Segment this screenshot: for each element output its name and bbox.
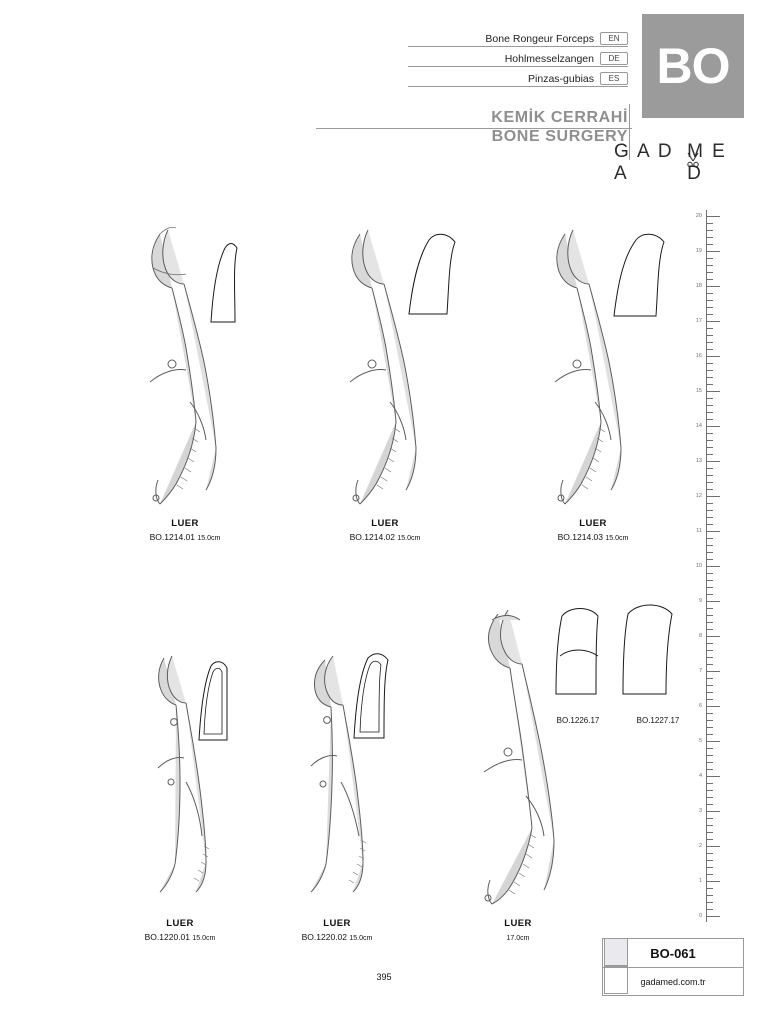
ruler-tick-major bbox=[707, 461, 720, 462]
ruler-tick-minor bbox=[707, 412, 713, 413]
product-length-1: 15.0cm bbox=[197, 535, 221, 542]
ruler-tick-label: 2 bbox=[698, 843, 702, 849]
ruler-tick-minor bbox=[707, 594, 713, 595]
product-tip-profile-6a bbox=[552, 604, 608, 704]
ruler-tick-minor bbox=[707, 797, 713, 798]
tip-code-1: BO.1226.17 bbox=[556, 716, 600, 725]
ruler-tick-minor bbox=[707, 629, 713, 630]
ruler-tick-minor bbox=[707, 615, 713, 616]
category-code-text: BO bbox=[656, 38, 730, 94]
ruler-tick-major bbox=[707, 671, 720, 672]
product-code-text-5: BO.1220.02 bbox=[301, 932, 348, 942]
ruler-tick-minor bbox=[707, 839, 713, 840]
ruler-tick-minor bbox=[707, 734, 713, 735]
ruler-tick-minor bbox=[707, 755, 713, 756]
ruler-tick-major bbox=[707, 846, 720, 847]
ruler-tick-minor bbox=[707, 790, 713, 791]
ruler-tick-minor bbox=[707, 300, 713, 301]
ruler-tick-minor bbox=[707, 328, 713, 329]
product-code-text-3: BO.1214.03 bbox=[557, 532, 604, 542]
section-title-en: BONE SURGERY bbox=[491, 128, 628, 145]
product-name-4: LUER bbox=[166, 918, 194, 929]
ruler-tick-minor bbox=[707, 769, 713, 770]
product-name-6: LUER bbox=[504, 918, 532, 929]
ruler-tick-minor bbox=[707, 258, 713, 259]
language-name-es: Pinzas-gubias bbox=[528, 72, 594, 85]
ruler-tick-minor bbox=[707, 440, 713, 441]
ruler-tick-major bbox=[707, 356, 720, 357]
scale-ruler bbox=[684, 210, 740, 922]
product-code-text-4: BO.1220.01 bbox=[144, 932, 191, 942]
ruler-tick-minor bbox=[707, 685, 713, 686]
product-code-5 bbox=[262, 932, 412, 942]
product-name-3: LUER bbox=[579, 518, 607, 529]
ruler-tick-minor bbox=[707, 902, 713, 903]
product-length-2: 15.0cm bbox=[397, 535, 421, 542]
ruler-tick-minor bbox=[707, 559, 713, 560]
ruler-tick-major bbox=[707, 426, 720, 427]
product-code-3 bbox=[513, 532, 673, 542]
ruler-tick-minor bbox=[707, 727, 713, 728]
product-code-6 bbox=[448, 932, 588, 942]
ruler-tick-minor bbox=[707, 853, 713, 854]
product-caption-1 bbox=[110, 518, 260, 542]
product-length-6: 17.0cm bbox=[506, 935, 530, 942]
ruler-tick-minor bbox=[707, 377, 713, 378]
product-name-5: LUER bbox=[323, 918, 351, 929]
ruler-tick-major bbox=[707, 496, 720, 497]
ruler-tick-label: 13 bbox=[695, 458, 702, 464]
ruler-tick-major bbox=[707, 916, 720, 917]
ruler-tick-minor bbox=[707, 363, 713, 364]
footer-code-box bbox=[602, 938, 744, 996]
language-list bbox=[408, 32, 628, 92]
ruler-tick-label: 5 bbox=[698, 738, 702, 744]
ruler-tick-minor bbox=[707, 888, 713, 889]
ruler-tick-label: 8 bbox=[698, 633, 702, 639]
ruler-tick-major bbox=[707, 251, 720, 252]
language-row-es bbox=[408, 72, 628, 87]
ruler-tick-label: 3 bbox=[698, 808, 702, 814]
ruler-tick-minor bbox=[707, 608, 713, 609]
language-row-en bbox=[408, 32, 628, 47]
product-tip-profile-2 bbox=[405, 232, 469, 327]
product-length-5: 15.0cm bbox=[349, 935, 373, 942]
ruler-tick-major bbox=[707, 636, 720, 637]
ruler-tick-major bbox=[707, 286, 720, 287]
ruler-tick-major bbox=[707, 811, 720, 812]
ruler-tick-label: 19 bbox=[695, 248, 702, 254]
ruler-tick-label: 14 bbox=[695, 423, 702, 429]
ruler-tick-minor bbox=[707, 335, 713, 336]
language-name-en: Bone Rongeur Forceps bbox=[485, 32, 594, 45]
product-tip-profile-1 bbox=[205, 238, 253, 333]
ruler-tick-label: 18 bbox=[695, 283, 702, 289]
ruler-tick-major bbox=[707, 321, 720, 322]
ruler-tick-minor bbox=[707, 860, 713, 861]
ruler-tick-minor bbox=[707, 650, 713, 651]
ruler-tick-minor bbox=[707, 419, 713, 420]
ruler-tick-major bbox=[707, 216, 720, 217]
product-tip-profile-5 bbox=[350, 652, 400, 748]
ruler-tick-minor bbox=[707, 237, 713, 238]
ruler-tick-minor bbox=[707, 342, 713, 343]
page-header bbox=[0, 0, 768, 190]
ruler-tick-label: 20 bbox=[695, 213, 702, 219]
ruler-tick-minor bbox=[707, 433, 713, 434]
ruler-tick-minor bbox=[707, 909, 713, 910]
page-number: 395 bbox=[376, 972, 392, 982]
ruler-tick-label: 4 bbox=[698, 773, 702, 779]
product-length-3: 15.0cm bbox=[605, 535, 629, 542]
ruler-tick-minor bbox=[707, 223, 713, 224]
ruler-tick-minor bbox=[707, 482, 713, 483]
ruler-tick-minor bbox=[707, 552, 713, 553]
brand-logo bbox=[614, 141, 744, 184]
ruler-tick-minor bbox=[707, 874, 713, 875]
ruler-tick-minor bbox=[707, 545, 713, 546]
ruler-tick-label: 0 bbox=[698, 913, 702, 919]
ruler-tick-minor bbox=[707, 244, 713, 245]
ruler-tick-minor bbox=[707, 573, 713, 574]
ruler-tick-minor bbox=[707, 503, 713, 504]
ruler-tick-minor bbox=[707, 699, 713, 700]
category-code-badge bbox=[642, 14, 744, 118]
ruler-tick-minor bbox=[707, 517, 713, 518]
ruler-tick-minor bbox=[707, 804, 713, 805]
ruler-tick-minor bbox=[707, 447, 713, 448]
product-code-1 bbox=[110, 532, 260, 542]
product-caption-5 bbox=[262, 918, 412, 942]
ruler-tick-minor bbox=[707, 307, 713, 308]
ruler-tick-major bbox=[707, 706, 720, 707]
ruler-tick-minor bbox=[707, 664, 713, 665]
ruler-tick-label: 17 bbox=[695, 318, 702, 324]
ruler-tick-minor bbox=[707, 622, 713, 623]
ruler-tick-minor bbox=[707, 370, 713, 371]
ruler-tick-minor bbox=[707, 405, 713, 406]
ruler-tick-minor bbox=[707, 510, 713, 511]
ruler-tick-label: 16 bbox=[695, 353, 702, 359]
ruler-tick-label: 1 bbox=[698, 878, 702, 884]
ruler-tick-major bbox=[707, 566, 720, 567]
ruler-tick-minor bbox=[707, 538, 713, 539]
ruler-tick-minor bbox=[707, 692, 713, 693]
product-code-text-2: BO.1214.02 bbox=[349, 532, 396, 542]
ruler-tick-label: 6 bbox=[698, 703, 702, 709]
ruler-tick-label: 7 bbox=[698, 668, 702, 674]
tip-code-2: BO.1227.17 bbox=[636, 716, 680, 725]
product-tip-profile-3 bbox=[610, 232, 680, 327]
ruler-tick-major bbox=[707, 531, 720, 532]
ruler-tick-minor bbox=[707, 272, 713, 273]
ruler-tick-minor bbox=[707, 580, 713, 581]
ruler-tick-minor bbox=[707, 643, 713, 644]
ruler-tick-minor bbox=[707, 230, 713, 231]
ruler-tick-label: 9 bbox=[698, 598, 702, 604]
language-code-en: EN bbox=[600, 32, 628, 45]
ruler-tick-minor bbox=[707, 587, 713, 588]
ruler-tick-minor bbox=[707, 279, 713, 280]
ruler-tick-label: 15 bbox=[695, 388, 702, 394]
section-title bbox=[298, 108, 628, 146]
ruler-tick-minor bbox=[707, 314, 713, 315]
ruler-tick-major bbox=[707, 741, 720, 742]
ruler-tick-minor bbox=[707, 475, 713, 476]
product-tip-profile-4 bbox=[195, 658, 239, 750]
ruler-tick-minor bbox=[707, 867, 713, 868]
product-length-4: 15.0cm bbox=[192, 935, 216, 942]
ruler-tick-minor bbox=[707, 489, 713, 490]
product-caption-4 bbox=[105, 918, 255, 942]
ruler-tick-minor bbox=[707, 748, 713, 749]
ruler-tick-minor bbox=[707, 398, 713, 399]
brand-text-part1: G A D A bbox=[614, 141, 674, 184]
product-caption-2 bbox=[310, 518, 460, 542]
product-caption-3 bbox=[513, 518, 673, 542]
ruler-tick-minor bbox=[707, 762, 713, 763]
ruler-tick-label: 11 bbox=[696, 528, 702, 534]
ruler-tick-major bbox=[707, 776, 720, 777]
ruler-tick-minor bbox=[707, 657, 713, 658]
ruler-tick-label: 12 bbox=[695, 493, 702, 499]
ruler-tick-minor bbox=[707, 783, 713, 784]
ruler-tick-minor bbox=[707, 713, 713, 714]
ruler-tick-major bbox=[707, 601, 720, 602]
product-name-1: LUER bbox=[171, 518, 199, 529]
product-code-2 bbox=[310, 532, 460, 542]
ruler-tick-label: 10 bbox=[695, 563, 702, 569]
ruler-tick-minor bbox=[707, 265, 713, 266]
product-caption-6 bbox=[448, 918, 588, 942]
language-code-es: ES bbox=[600, 72, 628, 85]
ruler-tick-minor bbox=[707, 384, 713, 385]
ruler-tick-minor bbox=[707, 454, 713, 455]
product-name-2: LUER bbox=[371, 518, 399, 529]
product-code-text-1: BO.1214.01 bbox=[149, 532, 196, 542]
ruler-tick-minor bbox=[707, 895, 713, 896]
ruler-tick-minor bbox=[707, 825, 713, 826]
language-name-de: Hohlmesselzangen bbox=[504, 52, 594, 65]
product-code-4 bbox=[105, 932, 255, 942]
footer-page-code: BO-061 bbox=[603, 939, 743, 968]
ruler-tick-minor bbox=[707, 678, 713, 679]
product-tip-profile-6b bbox=[620, 600, 680, 704]
ruler-tick-minor bbox=[707, 818, 713, 819]
ruler-tick-minor bbox=[707, 524, 713, 525]
footer-website[interactable]: gadamed.com.tr bbox=[640, 976, 706, 987]
section-title-tr: KEMİK CERRAHİ bbox=[491, 109, 628, 126]
language-code-de: DE bbox=[600, 52, 628, 65]
ruler-tick-minor bbox=[707, 468, 713, 469]
ruler-tick-minor bbox=[707, 293, 713, 294]
ruler-tick-minor bbox=[707, 832, 713, 833]
ruler-tick-major bbox=[707, 391, 720, 392]
ruler-tick-minor bbox=[707, 349, 713, 350]
brand-text-part2: M E D bbox=[687, 141, 727, 184]
language-row-de bbox=[408, 52, 628, 67]
ruler-tick-major bbox=[707, 881, 720, 882]
